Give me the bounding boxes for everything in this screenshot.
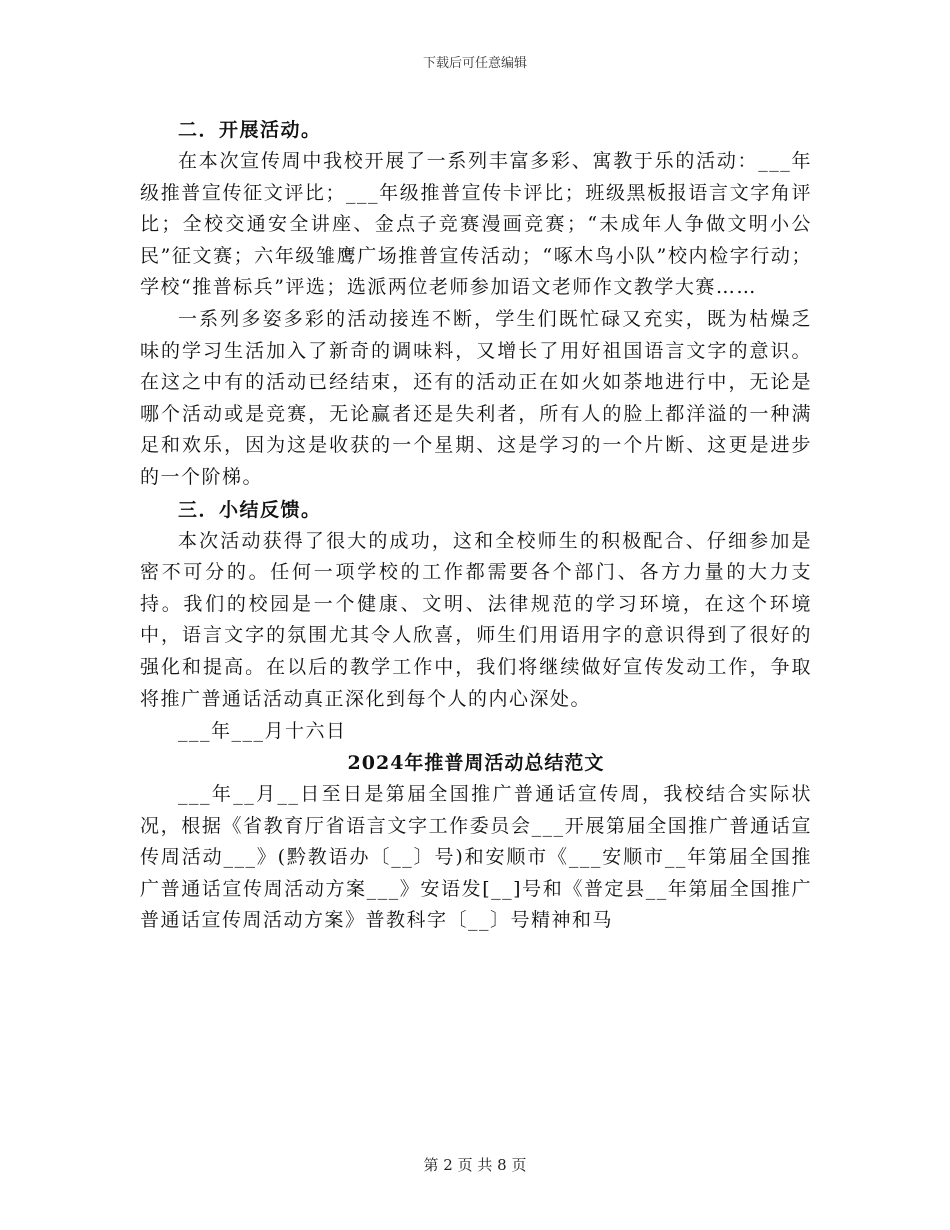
document-body (140, 114, 812, 937)
section-heading-3: 三．小结反馈。 (178, 498, 322, 521)
paragraph-activities-effect: 一系列多姿多彩的活动接连不断，学生们既忙碌又充实，既为枯燥乏味的学习生活加入了新奇的调味料，又增长了用好祖国语言文字的意识。在这之中有的活动已经结束，还有的活动正在如火如荼地进行中，无论是哪个活动或是竞赛，无论赢者还是失利者，所有人的脸上都洋溢的一种满足和欢乐，因为这是收获的一个星期、这是学习的一个片断、这更是进步的一个阶梯。 (140, 307, 812, 488)
page-number: 第 2 页 共 8 页 (423, 1156, 527, 1174)
header-note: 下载后可任意编辑 (422, 56, 527, 71)
paragraph-summary: 本次活动获得了很大的成功，这和全校师生的积极配合、仔细参加是密不可分的。任何一项学校的工作都需要各个部门、各方力量的大力支持。我们的校园是一个健康、文明、法律规范的学习环境，在这个环境中，语言文字的氛围尤其令人欣喜，师生们用语用字的意识得到了很好的强化和提高。在以后的教学工作中，我们将继续做好宣传发动工作，争取将推广普通话活动真正深化到每个人的内心深处。 (140, 529, 812, 710)
paragraph-activities: 在本次宣传周中我校开展了一系列丰富多彩、寓教于乐的活动：___年级推普宣传征文评比；___年级推普宣传卡评比；班级黑板报语言文字角评比；全校交通安全讲座、金点子竞赛漫画竞赛；“未成年人争做文明小公民”征文赛；六年级雏鹰广场推普宣传活动；“啄木鸟小队”校内检字行动；学校“推普标兵”评选；选派两位老师参加语文老师作文教学大赛…… (140, 150, 812, 299)
date-line: ___年___月十六日 (178, 720, 347, 743)
document-title: 2024年推普周活动总结范文 (347, 752, 605, 775)
section-heading-2: 二．开展活动。 (178, 119, 322, 141)
paragraph-intro: ___年__月__日至日是第届全国推广普通话宣传周，我校结合实际状况，根据《省教育厅省语言文字工作委员会___开展第届全国推广普通话宣传周活动___》(黔教语办〔__〕号)和安顺市《___安顺市__年第届全国推广普通话宣传周活动方案___》安语发[__]号和《普定县__年第届全国推广普通话宣传周活动方案》普教科字〔__〕号精神和马 (140, 783, 812, 932)
